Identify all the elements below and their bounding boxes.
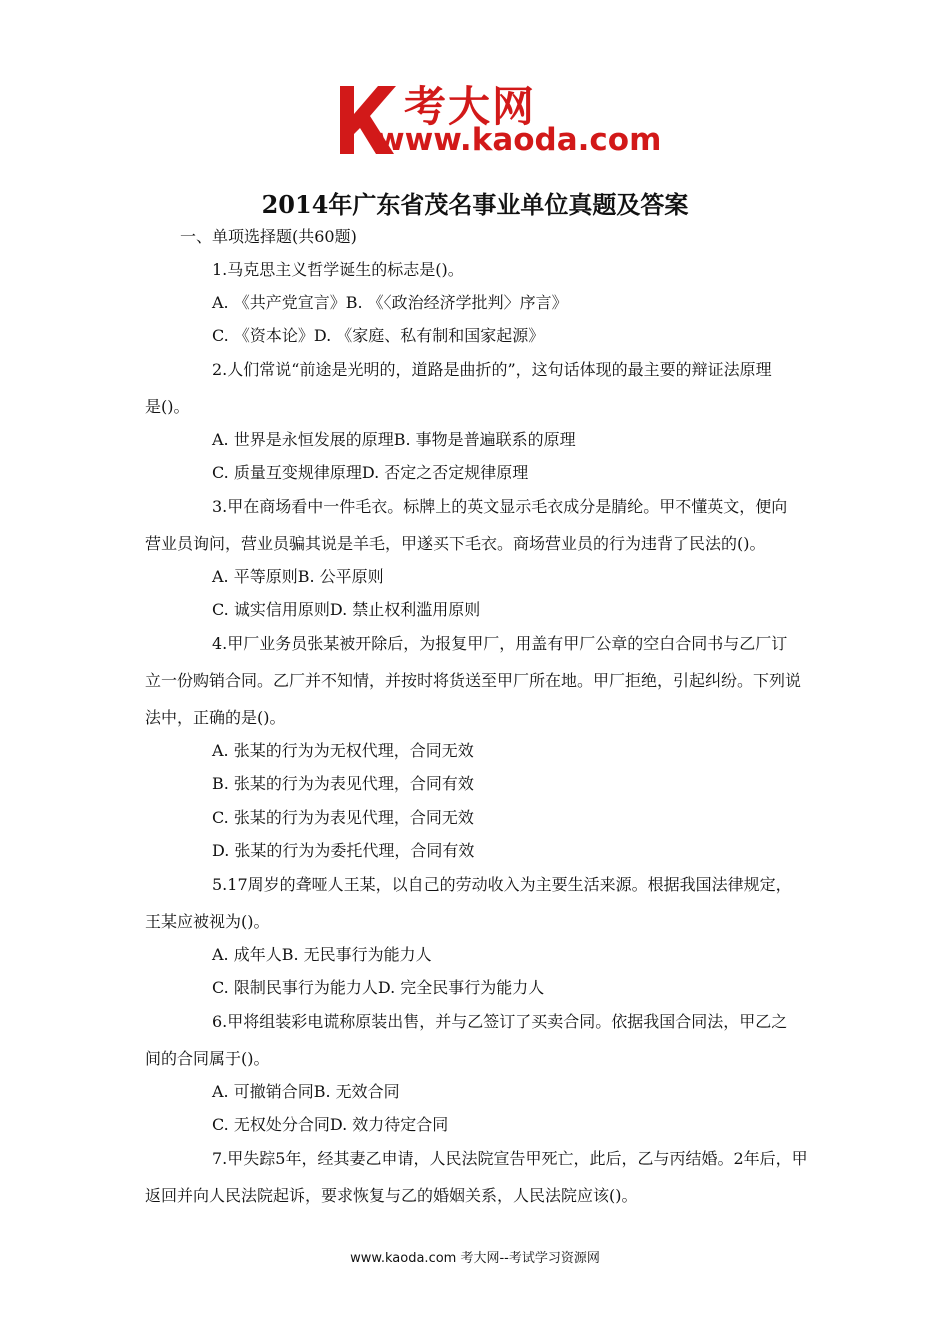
q3-options-cd: C. 诚实信用原则D. 禁止权利滥用原则 — [212, 600, 481, 619]
document-title: 2014年广东省茂名事业单位真题及答案 — [261, 190, 689, 219]
q1-stem: 1.马克思主义哲学诞生的标志是()。 — [212, 260, 464, 279]
q4-stem-cont-2: 法中，正确的是()。 — [145, 708, 286, 727]
section-heading: 一、单项选择题(共60题) — [180, 227, 357, 246]
q2-options-cd: C. 质量互变规律原理D. 否定之否定规律原理 — [212, 463, 529, 482]
q3-stem: 3.甲在商场看中一件毛衣。标牌上的英文显示毛衣成分是腈纶。甲不懂英文，便向 — [212, 497, 788, 516]
q5-options-cd: C. 限制民事行为能力人D. 完全民事行为能力人 — [212, 978, 545, 997]
kaoda-logo — [338, 78, 662, 158]
q5-stem: 5.17周岁的聋哑人王某，以自己的劳动收入为主要生活来源。根据我国法律规定， — [212, 875, 792, 894]
q2-stem: 2.人们常说“前途是光明的，道路是曲折的”，这句话体现的最主要的辩证法原理 — [212, 360, 772, 379]
q4-option-b: B. 张某的行为为表见代理，合同有效 — [212, 774, 474, 793]
q6-options-cd: C. 无权处分合同D. 效力待定合同 — [212, 1115, 449, 1134]
q6-stem: 6.甲将组装彩电谎称原装出售，并与乙签订了买卖合同。依据我国合同法，甲乙之 — [212, 1012, 788, 1031]
logo-url-text: www.kaoda.com — [376, 122, 662, 158]
q6-options-ab: A. 可撤销合同B. 无效合同 — [212, 1082, 400, 1101]
q5-options-ab: A. 成年人B. 无民事行为能力人 — [212, 945, 432, 964]
q3-stem-cont: 营业员询问，营业员骗其说是羊毛，甲遂买下毛衣。商场营业员的行为违背了民法的()。 — [145, 534, 766, 553]
q4-option-c: C. 张某的行为为表见代理，合同无效 — [212, 808, 474, 827]
q1-options-ab: A. 《共产党宣言》B. 《〈政治经济学批判〉序言》 — [212, 293, 568, 312]
q4-option-a: A. 张某的行为为无权代理，合同无效 — [212, 741, 474, 760]
q4-stem-cont: 立一份购销合同。乙厂并不知情，并按时将货送至甲厂所在地。甲厂拒绝，引起纠纷。下列说 — [145, 671, 802, 690]
q1-options-cd: C. 《资本论》D. 《家庭、私有制和国家起源》 — [212, 326, 545, 345]
q2-options-ab: A. 世界是永恒发展的原理B. 事物是普遍联系的原理 — [212, 430, 576, 449]
q6-stem-cont: 间的合同属于()。 — [145, 1049, 270, 1068]
logo-brand-text: 考大网 — [404, 82, 537, 131]
q2-stem-cont: 是()。 — [145, 397, 190, 416]
q7-stem: 7.甲失踪5年，经其妻乙申请，人民法院宣告甲死亡，此后，乙与丙结婚。2年后，甲 — [212, 1149, 808, 1168]
q3-options-ab: A. 平等原则B. 公平原则 — [212, 567, 384, 586]
q7-stem-cont: 返回并向人民法院起诉，要求恢复与乙的婚姻关系，人民法院应该()。 — [145, 1186, 638, 1205]
q4-option-d: D. 张某的行为为委托代理，合同有效 — [212, 841, 475, 860]
q5-stem-cont: 王某应被视为()。 — [145, 912, 270, 931]
page-footer: www.kaoda.com 考大网--考试学习资源网 — [350, 1251, 600, 1266]
q4-stem: 4.甲厂业务员张某被开除后，为报复甲厂，用盖有甲厂公章的空白合同书与乙厂订 — [212, 634, 788, 653]
